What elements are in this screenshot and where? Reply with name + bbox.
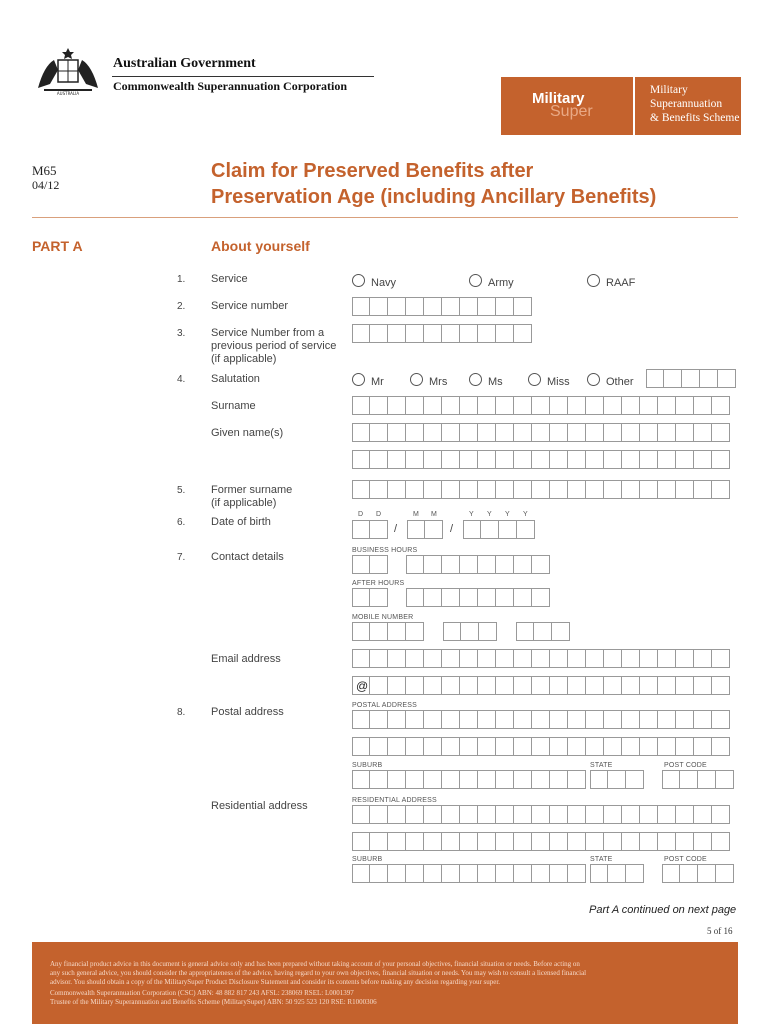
footer-line-2: any such general advice, you should consider the appropriateness of the advice, having regard to your own objectives, financial situation or needs. You may wish to consult a licensed financial: [50, 969, 587, 977]
q5-label-2: (if applicable): [211, 497, 277, 509]
gov-title: Australian Government: [113, 56, 256, 71]
radio-mr-label: Mr: [371, 376, 384, 388]
dob-slash-1: /: [394, 523, 398, 535]
q1-label: Service: [211, 273, 248, 285]
header-divider: [112, 76, 374, 77]
radio-army[interactable]: [469, 274, 482, 292]
mobile-number-label: MOBILE NUMBER: [352, 614, 414, 621]
radio-miss[interactable]: [528, 373, 541, 391]
q4-label: Salutation: [211, 373, 260, 385]
part-heading: About yourself: [211, 238, 310, 254]
dob-m2: M: [431, 511, 438, 518]
dob-slash-2: /: [450, 523, 454, 535]
footer-line-1: Any financial product advice in this document is general advice only and has been prepared without taking account of your personal objectives, financial situation or needs. Before acting on: [50, 960, 580, 968]
residential-postcode-label: POST CODE: [664, 856, 707, 863]
email-field-1[interactable]: [352, 649, 730, 668]
q5-number: 5.: [177, 485, 186, 496]
q7-number: 7.: [177, 552, 186, 563]
logo-word-super: Super: [550, 103, 593, 120]
radio-navy-label: Navy: [371, 277, 397, 289]
radio-mrs[interactable]: [410, 373, 423, 391]
scheme-line-3: & Benefits Scheme: [650, 112, 740, 124]
residential-address-field-2[interactable]: [352, 832, 730, 851]
footer-line-4: Commonwealth Superannuation Corporation (CSC) ABN: 48 882 817 243 AFSL: 238069 RSEL: L0001397: [50, 989, 354, 997]
q4-number: 4.: [177, 374, 186, 385]
form-title-line1: Claim for Preserved Benefits after: [211, 160, 534, 182]
footer-line-5: Trustee of the Military Superannuation and Benefits Scheme (MilitarySuper) ABN: 50 925 523 120 RSE: R1000306: [50, 998, 377, 1006]
radio-raaf-label: RAAF: [606, 277, 636, 289]
svg-text:AUSTRALIA: AUSTRALIA: [56, 91, 80, 96]
q3-label-3: (if applicable): [211, 353, 277, 365]
dob-y2: Y: [487, 511, 492, 518]
postal-address-label: POSTAL ADDRESS: [352, 702, 418, 709]
footer-line-3: advisor. You should obtain a copy of the MilitarySuper Product Disclosure Statement and consider its contents before making any decision regarding your super.: [50, 978, 501, 986]
salutation-other-field[interactable]: [646, 369, 736, 388]
postal-suburb-state-postcode-field[interactable]: [352, 770, 734, 789]
logo-word-military: Military: [532, 90, 585, 107]
q5-label-1: Former surname: [211, 484, 293, 496]
scheme-line-1: Military: [650, 84, 688, 96]
surname-field[interactable]: [352, 396, 730, 415]
dob-y3: Y: [505, 511, 510, 518]
dob-d1: D: [358, 511, 364, 518]
given-names-field-1[interactable]: [352, 423, 730, 442]
email-field-2[interactable]: [352, 676, 730, 695]
q3-label-1: Service Number from a: [211, 327, 325, 339]
dob-m1: M: [413, 511, 420, 518]
business-hours-label: BUSINESS HOURS: [352, 547, 418, 554]
dob-year-field[interactable]: [463, 520, 535, 539]
postal-address-field-2[interactable]: [352, 737, 730, 756]
continued-note: Part A continued on next page: [589, 904, 737, 916]
q8-number: 8.: [177, 707, 186, 718]
title-rule: [32, 217, 738, 218]
q7-label: Contact details: [211, 551, 284, 563]
dob-day-field[interactable]: [352, 520, 388, 539]
postal-address-field-1[interactable]: [352, 710, 730, 729]
residential-address-label: RESIDENTIAL ADDRESS: [352, 797, 437, 804]
page-number: 5 of 16: [707, 926, 733, 936]
military-super-logo: [501, 77, 633, 135]
mobile-number-field[interactable]: [352, 622, 570, 641]
dob-y1: Y: [469, 511, 474, 518]
residential-address-field-1[interactable]: [352, 805, 730, 824]
residential-suburb-label: SUBURB: [352, 856, 383, 863]
scheme-line-2: Superannuation: [650, 98, 723, 110]
postal-suburb-label: SUBURB: [352, 762, 383, 769]
form-date: 04/12: [32, 178, 60, 192]
given-names-label: Given name(s): [211, 427, 284, 439]
coat-of-arms-logo: [30, 44, 106, 96]
residential-state-label: STATE: [590, 856, 613, 863]
after-hours-label: AFTER HOURS: [352, 580, 405, 587]
radio-other-label: Other: [606, 376, 634, 388]
given-names-field-2[interactable]: [352, 450, 730, 469]
part-label: PART A: [32, 238, 83, 254]
q8-label: Postal address: [211, 706, 284, 718]
radio-miss-label: Miss: [547, 376, 570, 388]
form-code: M65: [32, 163, 57, 178]
q6-label: Date of birth: [211, 516, 271, 528]
residential-suburb-state-postcode-field[interactable]: [352, 864, 734, 883]
residential-label: Residential address: [211, 800, 308, 812]
radio-mr[interactable]: [352, 373, 365, 391]
radio-raaf[interactable]: [587, 274, 600, 292]
postal-postcode-label: POST CODE: [664, 762, 707, 769]
q2-label: Service number: [211, 300, 289, 312]
radio-mrs-label: Mrs: [429, 376, 448, 388]
previous-service-number-field[interactable]: [352, 324, 532, 343]
email-label: Email address: [211, 653, 281, 665]
service-number-field[interactable]: [352, 297, 532, 316]
q6-number: 6.: [177, 517, 186, 528]
q3-number: 3.: [177, 328, 186, 339]
former-surname-field[interactable]: [352, 480, 730, 499]
surname-label: Surname: [211, 400, 256, 412]
radio-army-label: Army: [488, 277, 514, 289]
q3-label-2: previous period of service: [211, 340, 337, 352]
form-title-line2: Preservation Age (including Ancillary Benefits): [211, 186, 657, 208]
email-at-symbol: @: [356, 679, 369, 693]
scheme-name-box: [635, 77, 741, 135]
dob-d2: D: [376, 511, 382, 518]
radio-ms[interactable]: [469, 373, 482, 391]
dob-month-field[interactable]: [407, 520, 443, 539]
business-hours-field[interactable]: [352, 555, 550, 574]
postal-state-label: STATE: [590, 762, 613, 769]
radio-navy[interactable]: [352, 274, 365, 292]
disclaimer-footer: [32, 942, 738, 1024]
after-hours-field[interactable]: [352, 588, 550, 607]
q1-number: 1.: [177, 274, 186, 285]
gov-subtitle: Commonwealth Superannuation Corporation: [113, 79, 348, 93]
radio-ms-label: Ms: [488, 376, 503, 388]
dob-y4: Y: [523, 511, 528, 518]
radio-other[interactable]: [587, 373, 600, 391]
q2-number: 2.: [177, 301, 186, 312]
